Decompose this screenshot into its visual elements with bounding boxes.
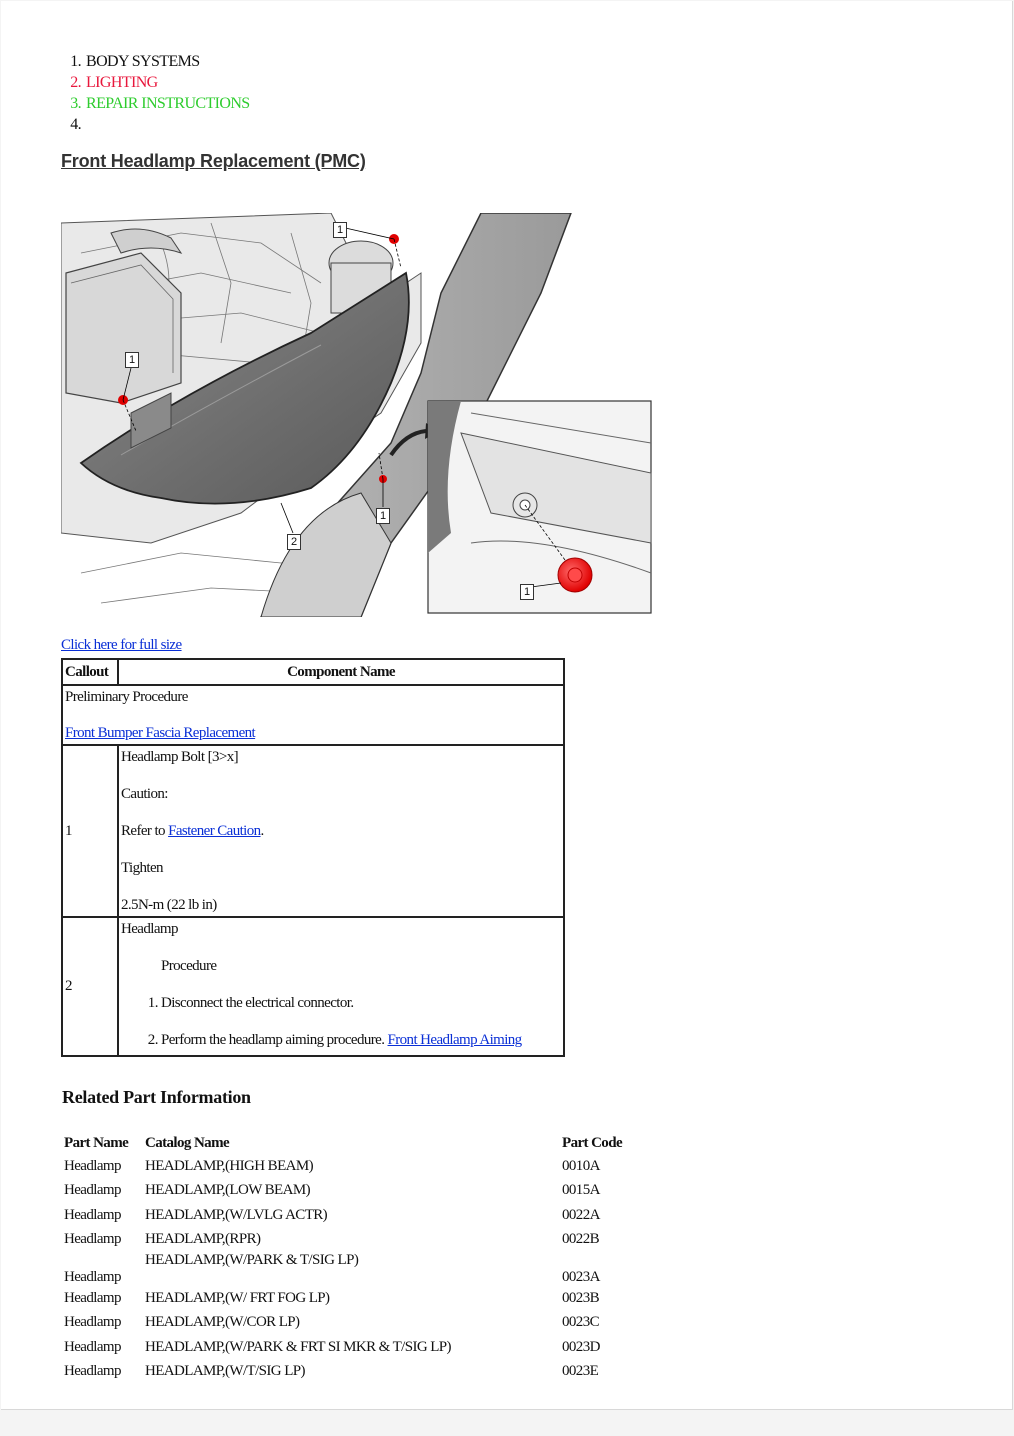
figure-callout: 1 (520, 584, 534, 600)
table-row (62, 1252, 625, 1286)
related-parts-table (62, 1132, 625, 1384)
procedure-steps (121, 992, 561, 1051)
part-name: Headlamp (64, 1289, 121, 1306)
preliminary-label: Preliminary Procedure (65, 689, 188, 705)
torque-value: 2.5N-m (22 lb in) (121, 897, 217, 913)
part-code: 0022A (562, 1206, 600, 1223)
table-row (62, 1360, 625, 1385)
catalog-name-header: Catalog Name (145, 1134, 230, 1151)
preliminary-row (62, 685, 564, 745)
breadcrumb-number: 3. (70, 95, 81, 112)
part-name: Headlamp (64, 1269, 121, 1285)
tighten-label: Tighten (121, 860, 163, 876)
breadcrumb-number: 4. (70, 116, 81, 133)
table-row (62, 1203, 625, 1228)
table-header-row (62, 659, 564, 685)
step-text: Perform the headlamp aiming procedure. (161, 1032, 388, 1048)
catalog-name: HEADLAMP,(W/LVLG ACTR) (145, 1206, 328, 1223)
refer-prefix: Refer to (121, 823, 169, 839)
related-part-heading: Related Part Information (62, 1087, 251, 1107)
page-title: Front Headlamp Replacement (PMC) (61, 151, 366, 171)
full-size-link[interactable]: Click here for full size (61, 637, 182, 653)
breadcrumb-label: REPAIR INSTRUCTIONS (86, 95, 250, 112)
step-text: Disconnect the electrical connector. (161, 995, 354, 1011)
headlamp-illustration[interactable] (61, 213, 653, 617)
part-code: 0023C (562, 1314, 600, 1331)
part-code: 0022B (562, 1231, 600, 1248)
part-name: Headlamp (64, 1157, 121, 1174)
catalog-name: HEADLAMP,(W/PARK & T/SIG LP) (145, 1252, 359, 1268)
catalog-name: HEADLAMP,(RPR) (145, 1231, 261, 1248)
refer-line (121, 820, 561, 842)
part-name: Headlamp (64, 1363, 121, 1380)
part-code: 0023E (562, 1363, 599, 1380)
breadcrumb-item[interactable] (61, 51, 250, 72)
part-name: Headlamp (64, 1314, 121, 1331)
part-name-header: Part Name (64, 1134, 129, 1151)
component-name: Headlamp (121, 921, 178, 937)
breadcrumb-number: 1. (70, 53, 81, 70)
callout-number: 2 (62, 917, 118, 1056)
breadcrumb-item (61, 114, 250, 135)
procedure-label: Procedure (161, 958, 217, 974)
part-code: 0015A (562, 1182, 600, 1199)
part-code: 0023B (562, 1289, 600, 1306)
table-row (62, 1335, 625, 1360)
table-row (62, 1179, 625, 1204)
table-row (62, 1311, 625, 1336)
part-code: 0010A (562, 1157, 600, 1174)
catalog-name: HEADLAMP,(W/T/SIG LP) (145, 1363, 305, 1380)
catalog-name: HEADLAMP,(LOW BEAM) (145, 1182, 310, 1199)
breadcrumb (61, 51, 250, 135)
component-name: Headlamp Bolt [3>x] (121, 749, 239, 765)
procedure-table (61, 658, 565, 1057)
part-name: Headlamp (64, 1182, 121, 1199)
figure-callout: 2 (287, 534, 301, 550)
preliminary-cell (62, 685, 564, 745)
breadcrumb-label: BODY SYSTEMS (86, 53, 200, 70)
procedure-step (161, 992, 561, 1014)
figure-callout: 1 (333, 222, 347, 238)
caution-label: Caution: (121, 786, 168, 802)
procedure-step (161, 1029, 561, 1051)
catalog-name: HEADLAMP,(W/PARK & FRT SI MKR & T/SIG LP) (145, 1338, 451, 1355)
table-row (62, 917, 564, 1056)
catalog-name: HEADLAMP,(W/ FRT FOG LP) (145, 1289, 330, 1306)
part-code: 0023A (562, 1269, 600, 1285)
fastener-caution-link[interactable]: Fastener Caution (168, 823, 261, 839)
part-name: Headlamp (64, 1206, 121, 1223)
part-name: Headlamp (64, 1231, 121, 1248)
part-code-header: Part Code (562, 1134, 622, 1151)
breadcrumb-item[interactable] (61, 93, 250, 114)
breadcrumb-number: 2. (70, 74, 81, 91)
catalog-name: HEADLAMP,(HIGH BEAM) (145, 1157, 313, 1174)
part-code: 0023D (562, 1338, 600, 1355)
part-name: Headlamp (64, 1338, 121, 1355)
document-page (1, 1, 1013, 1410)
component-name-header: Component Name (118, 659, 564, 685)
breadcrumb-label: LIGHTING (86, 74, 158, 91)
parts-header-row (62, 1132, 625, 1154)
callout-header: Callout (62, 659, 118, 685)
callout-number: 1 (62, 745, 118, 917)
table-row (62, 1228, 625, 1253)
figure-callout: 1 (376, 508, 390, 524)
front-bumper-fascia-link[interactable]: Front Bumper Fascia Replacement (65, 725, 256, 741)
component-cell (118, 745, 564, 917)
breadcrumb-item[interactable] (61, 72, 250, 93)
table-row (62, 1154, 625, 1179)
table-row (62, 745, 564, 917)
figure-callout: 1 (125, 352, 139, 368)
component-cell (118, 917, 564, 1056)
refer-suffix: . (260, 823, 264, 839)
front-headlamp-aiming-link[interactable]: Front Headlamp Aiming (387, 1032, 522, 1048)
catalog-name: HEADLAMP,(W/COR LP) (145, 1314, 300, 1331)
table-row (62, 1286, 625, 1311)
